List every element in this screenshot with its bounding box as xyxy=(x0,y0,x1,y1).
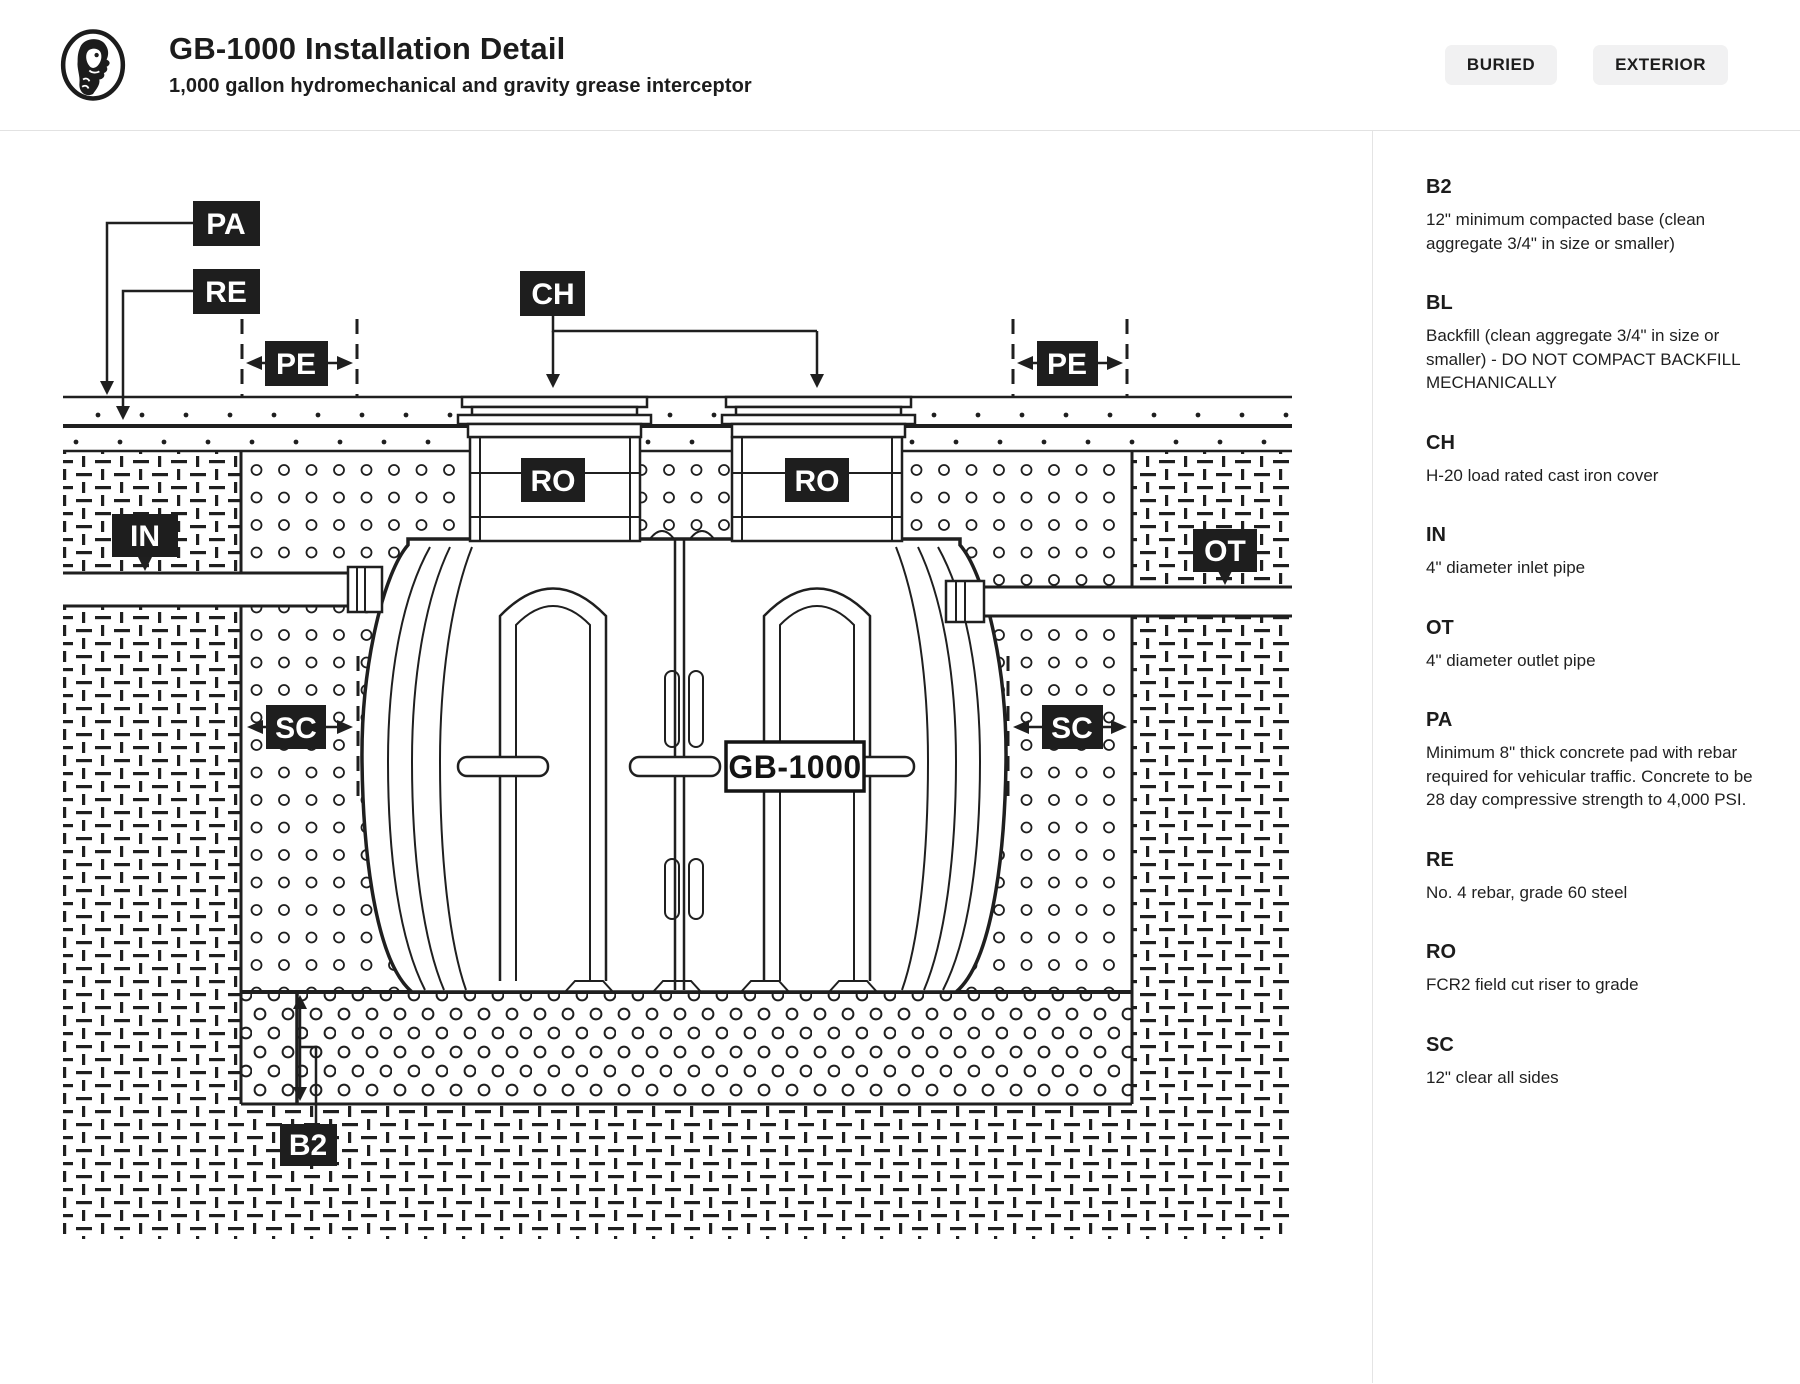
label-pa: PA xyxy=(206,208,246,241)
outlet-pipe xyxy=(946,581,1292,622)
legend-code: SC xyxy=(1426,1033,1454,1056)
label-in: IN xyxy=(130,520,160,553)
badge-exterior[interactable]: EXTERIOR xyxy=(1593,45,1728,85)
label-ch: CH xyxy=(531,278,575,311)
legend-item-sc xyxy=(1426,1033,1758,1090)
label-pe-left: PE xyxy=(275,348,317,381)
inlet-pipe xyxy=(63,567,382,612)
label-ot: OT xyxy=(1204,535,1246,568)
legend-item-bl xyxy=(1426,291,1758,395)
legend-code: RO xyxy=(1426,941,1456,963)
diagram-panel xyxy=(0,131,1372,1383)
legend-desc: 4" diameter inlet pipe xyxy=(1426,558,1586,577)
legend-desc: Minimum 8" thick concrete pad with rebar required for vehicular traffic. Concrete to be 28 day compressive strength to 4,000 PSI. xyxy=(1426,743,1753,809)
legend-item-pa xyxy=(1426,708,1758,812)
legend-code: B2 xyxy=(1426,176,1452,198)
legend-item-ch xyxy=(1426,431,1758,488)
label-sc-right: SC xyxy=(1051,712,1093,745)
label-tank-model: GB-1000 xyxy=(728,749,862,785)
label-ro-left: RO xyxy=(530,465,576,498)
legend-desc: H-20 load rated cast iron cover xyxy=(1426,465,1659,485)
page-title: GB-1000 Installation Detail xyxy=(169,30,566,66)
installation-diagram xyxy=(0,131,1372,1383)
legend-item-in xyxy=(1426,523,1758,580)
legend-code: OT xyxy=(1426,616,1454,639)
legend-code: CH xyxy=(1426,431,1455,454)
legend-desc: No. 4 rebar, grade 60 steel xyxy=(1426,882,1628,902)
label-ro-right: RO xyxy=(794,465,840,498)
compacted-base-layer xyxy=(241,992,1132,1104)
legend-desc: 4" diameter outlet pipe xyxy=(1426,650,1596,670)
brand-logo-icon xyxy=(58,27,128,103)
legend-desc: 12" minimum compacted base (clean aggregate 3/4" in size or smaller) xyxy=(1426,210,1706,253)
legend-item-re xyxy=(1426,848,1758,905)
label-pe-right: PE xyxy=(1046,348,1088,381)
legend-desc: FCR2 field cut riser to grade xyxy=(1426,975,1639,994)
page-header xyxy=(0,0,1800,131)
page-subtitle: 1,000 gallon hydromechanical and gravity grease interceptor xyxy=(169,75,752,98)
legend-sidebar xyxy=(1372,131,1800,1383)
label-b2: B2 xyxy=(288,1129,328,1162)
legend-item-b2 xyxy=(1426,175,1758,255)
legend-item-ro xyxy=(1426,940,1758,997)
badge-buried[interactable]: BURIED xyxy=(1445,45,1557,85)
label-re: RE xyxy=(205,276,247,309)
label-sc-left: SC xyxy=(275,712,317,745)
badge-group xyxy=(1445,45,1728,85)
legend-code: PA xyxy=(1426,709,1453,731)
legend-desc: Backfill (clean aggregate 3/4" in size or smaller) - DO NOT COMPACT BACKFILL MECHANICALLY xyxy=(1426,326,1740,392)
legend-desc: 12" clear all sides xyxy=(1426,1067,1559,1087)
legend-code: BL xyxy=(1426,292,1453,314)
legend-code: RE xyxy=(1426,848,1454,871)
legend-code: IN xyxy=(1426,524,1446,546)
concrete-pad-layer xyxy=(63,397,1292,451)
tank-body xyxy=(362,531,1006,992)
legend-item-ot xyxy=(1426,616,1758,673)
